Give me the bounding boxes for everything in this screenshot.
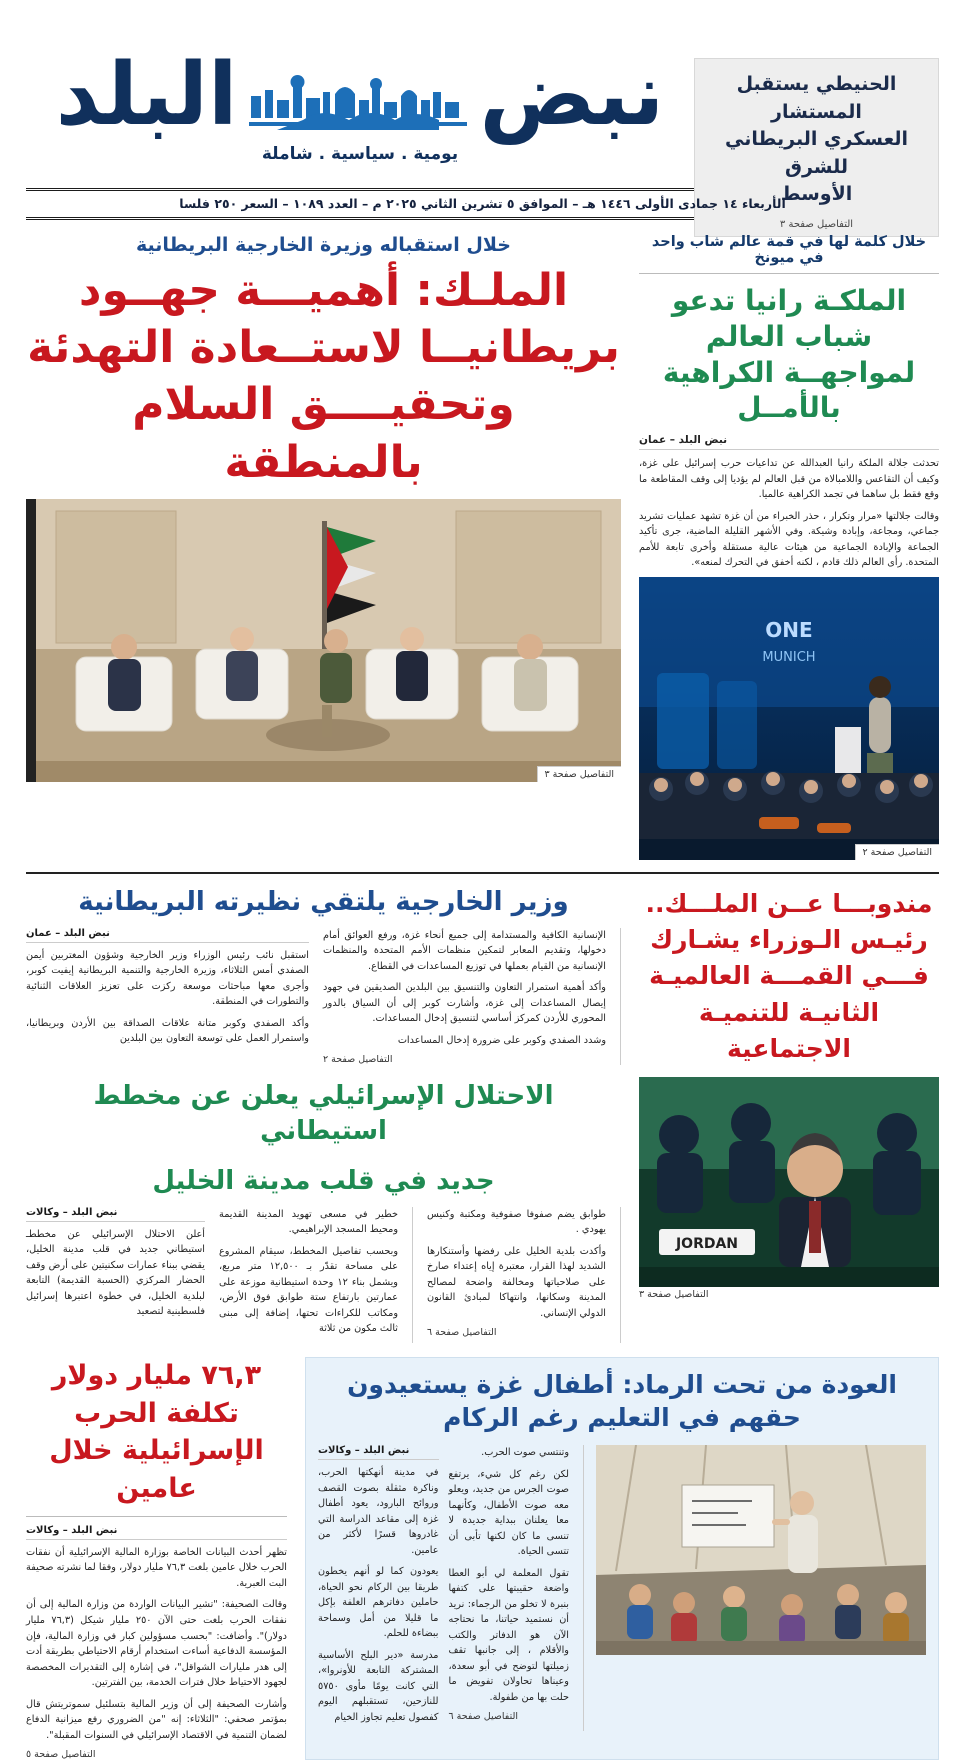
- gaza-classroom-photo: [596, 1445, 926, 1655]
- photo-caption[interactable]: التفاصيل صفحة ٢: [855, 844, 939, 860]
- king-meeting-photo: [26, 499, 621, 782]
- paragraph: وأشارت الصحيفة إلى أن وزير المالية بتسلئيل سموتريتش قال بمؤتمر صحفي: "الثلاثاء: إنه "من الضروري رفع ميزانية الدفاع لضمان التنمية في الاقتصاد الإسرائيلي في السنوات المقبلة".: [26, 1698, 287, 1741]
- paragraph: وقالت جلالتها «مرار وتكرار ، حذر الخبراء من أن غزة تشهد عمليات تشريد جماعي، ومجاعة، وإبادة وشيكة. وفي الأشهر القليلة الماضية، جرى تأكيد الجماعة والإبادة الجماعية من هيئات عالية مستقلة وأخرى تابعة للأمم المتحدة. رأى العالم ذلك قادم ، لكنه أخفق في التحرك لمنعه».: [639, 510, 939, 569]
- paragraph: في مدينة أنهكتها الحرب، وناكرة مثقلة بصوت القصف وروائح البارود، يعود أطفال غزة إلى مقاعد الدراسة التي غادروها قسرًا لأكثر من عامين.: [318, 1467, 439, 1556]
- fm-columns: [26, 928, 621, 1066]
- queen-rania-headline-line1[interactable]: الملكـة رانيا تدعو شباب العالم: [671, 284, 907, 353]
- pm-summit-story: [639, 886, 939, 1343]
- war-cost-headline-line1[interactable]: ٧٦,٣ مليار دولار: [51, 1359, 262, 1391]
- hebron-col-right: [26, 1207, 205, 1343]
- hebron-headline-line2[interactable]: جديد في قلب مدينة الخليل: [152, 1165, 495, 1196]
- middle-section: [26, 886, 939, 1343]
- logo-subtitle: يومية . سياسية . شاملة: [261, 144, 459, 164]
- pm-headline-line4[interactable]: الثانيـة للتنميـة الاجتماعية: [698, 997, 880, 1063]
- date-bar: الأربعاء ١٤ جمادى الأولى ١٤٤٦ هـ – الموافق ٥ تشرين الثاني ٢٠٢٥ م – العدد ١٠٨٩ – السعر ٢٥٠ فلسا: [26, 188, 939, 220]
- war-cost-more-link[interactable]: التفاصيل صفحة ٥: [26, 1749, 96, 1760]
- gaza-col-left: [449, 1445, 585, 1731]
- gaza-col-right: [318, 1445, 439, 1731]
- paragraph: استقبل نائب رئيس الوزراء وزير الخارجية وشؤون المغتربين أيمن الصفدي أمس الثلاثاء، وزيرة الخارجية والتنمية البريطانية إيفيت كوبر، وأجرى معها مباحثات موسعة ركزت على تعزيز العلاقات الثنائية والتطورات في المنطقة.: [26, 949, 309, 1008]
- war-cost-headline-line3[interactable]: الإسرائيلية خلال عامين: [49, 1435, 264, 1505]
- paragraph: وقالت الصحيفة: "تشير البيانات الواردة من وزارة المالية إلى أن نفقات الحرب بلغت حتى الآن ٢٥٠ مليار شيكل (٧٦,٣ مليار دولار)". وأضافت: "بحسب مسؤولين كبار في وزارة المالية، فإن المؤسسة الدفاعية أساءت استخدام أرقام الاحتياطي بطريقة أدت إلى هدر مليارات الشواقل"، في إشارة إلى التقديرات المخصصة لجهود الاحتياط خلال فترات الخدمة، بين الفترتين.: [26, 1599, 287, 1689]
- fm-more-link[interactable]: التفاصيل صفحة ٢: [323, 1054, 393, 1066]
- bottom-section: [26, 1357, 939, 1760]
- paragraph: طوابق يضم صفوفا صفوفية ومكتبة وكنيس يهودي .: [427, 1208, 606, 1236]
- rule: [26, 1516, 287, 1517]
- svg-text:MUNICH: MUNICH: [762, 649, 816, 665]
- pm-photo-caption[interactable]: التفاصيل صفحة ٣: [639, 1289, 709, 1301]
- king-story-headline-line1[interactable]: الملـك: أهميـــة جهــود: [78, 265, 569, 316]
- logo-word-albalad: البلد: [55, 45, 238, 145]
- hebron-col-left: [427, 1207, 621, 1343]
- gaza-source: نبض البلد – وكالات: [318, 1445, 439, 1460]
- war-cost-source: نبض البلد – وكالات: [26, 1525, 287, 1540]
- paragraph: تحدثت جلالة الملكة رانيا العبدالله عن تداعيات حرب إسرائيل على غزة، وكيف أن التقاعس واللامبالاة من قبل العالم لم يؤديا إلى وقف المقاطعة ما وقع فقط بل ساهما في تجمد الكراهية عالميا.: [639, 458, 939, 501]
- gaza-feature-columns: [318, 1445, 584, 1731]
- tent-classroom-illustration: [596, 1445, 926, 1655]
- gaza-feature-headline-line2[interactable]: حقهم في التعليم رغم الركام: [443, 1403, 801, 1433]
- paragraph: وبحسب تفاصيل المخطط، سيقام المشروع على مساحة تقدّر بـ ١٢,٥٠٠ متر مربع، ويشمل بناء ١٢ وحدة استيطانية موزعة على عمارتين بارتفاع ستة طوابق فوق الأرض، ومكاتب للكراءات تحتها، إضافة إلى مبنى ثالث مكون من ثلاثة: [219, 1245, 398, 1335]
- fm-col-right: [26, 928, 309, 1066]
- queen-rania-body: [639, 456, 939, 571]
- fm-source: نبض البلد – عمان: [26, 928, 309, 943]
- fm-story: [26, 886, 621, 1343]
- war-cost-headline-line2[interactable]: تكلفة الحرب: [74, 1397, 239, 1429]
- paragraph: وتنتسي صوت الحرب.: [481, 1447, 569, 1459]
- paragraph: وأكد الصفدي وكوبر متانة علاقات الصداقة بين الأردن وبريطانيا، واستمرار العمل على توسعة التعاون بين البلدين: [26, 1017, 309, 1045]
- photo-caption[interactable]: التفاصيل صفحة ٣: [537, 766, 621, 782]
- paragraph: الإنسانية الكافية والمستدامة إلى جميع أنحاء غزة، ورفع العوائق أمام دخولها، وتقديم المعابر لتمكين منظمات الأمم المتحدة والمنظمات الإنسانية من القيام بعملها في توزيع المساعدات في القطاع.: [323, 929, 606, 972]
- teaser-line-3: الأوسط: [780, 183, 853, 206]
- paragraph: وأكدت بلدية الخليل على رفضها وأستنكارها الشديد لهذا القرار، معتبرة إياه إعتداء صارخ على صلاحياتها ومخالفة واضحة لمصالح المدينة وسكانها، وانتهاكا لمبادئ القانون الدولي الإنساني.: [427, 1245, 606, 1319]
- gaza-education-feature: [305, 1357, 939, 1760]
- hebron-col-mid: [219, 1207, 413, 1343]
- paragraph: مدرسة «دير البلح الأساسية المشتركة التابعة للأونروا»، التي كانت يومًا مأوى ٥٧٥٠ للنازحين، تستقبلهم اليوم كفصول تعليم تجاوز الخيام: [318, 1649, 439, 1723]
- top-section: [26, 234, 939, 860]
- pm-summit-photo: [639, 1077, 939, 1287]
- gaza-feature-body: [318, 1445, 926, 1731]
- section-divider: [26, 872, 939, 874]
- city-skyline-icon: [243, 56, 473, 134]
- war-cost-story: [26, 1357, 287, 1760]
- queen-rania-headline-line2[interactable]: لمواجهــة الكراهية بالأمــل: [662, 355, 916, 425]
- hebron-headline-line1[interactable]: الاحتلال الإسرائيلي يعلن عن مخطط استيطاني: [93, 1081, 554, 1147]
- conference-stage-illustration: [639, 577, 939, 860]
- hebron-columns: [26, 1207, 621, 1343]
- pm-headline-line2[interactable]: رئيـس الـوزراء يشـارك: [650, 925, 928, 955]
- gaza-more-link[interactable]: التفاصيل صفحة ٦: [448, 1711, 518, 1723]
- king-story-kicker: خلال استقباله وزيرة الخارجية البريطانية: [136, 234, 511, 256]
- queen-rania-byline: نبض البلد – عمان: [639, 434, 939, 450]
- gaza-feature-headline-line1[interactable]: العودة من تحت الرماد: أطفال غزة يستعيدون: [347, 1369, 897, 1399]
- logo[interactable]: [26, 45, 694, 164]
- svg-text:ONE: ONE: [765, 617, 813, 642]
- pm-headline-line1[interactable]: مندوبـــا عــن الملـــك..: [645, 888, 933, 918]
- paragraph: تظهر أحدث البيانات الخاصة بوزارة المالية الإسرائيلية أن نفقات الحرب خلال عامين بلغت ٧٦,٣ مليار دولار، وفقا لما نشرته صحيفة البت العبرية.: [26, 1546, 288, 1589]
- pm-headline-line3[interactable]: فـــي القمـــة العالميـة: [649, 961, 929, 991]
- paragraph: لكن رغم كل شيء، يرتفع صوت الجرس من جديد، ويعلو معه صوت الأطفال، وكأنهما معا يعلنان ببداية جديدة لا تنسى ما كان لكنها تأبى أن تتسى الحياة.: [448, 1468, 569, 1558]
- queen-rania-kicker: خلال كلمة لها في قمة عالم شاب واحد في ميونخ: [639, 234, 939, 274]
- king-main-story: [26, 234, 621, 860]
- king-story-headline-line3[interactable]: وتحقيــــق السلام بالمنطقة: [132, 379, 515, 488]
- king-story-headline-line2[interactable]: بريطانيــا لاستــعادة التهدئة: [27, 322, 620, 374]
- paragraph: تقول المعلمة لي أبو العطا واضعة حقيبتها على كتفها بنبرة لا تخلو من الرجماء: نريد أن نستميد حياتنا، ما نحتاجه الآن هو الدفاتر والكتب والأقلام ، إلى جانبها تقف زميلتها لتوضح في أبو سعدة، وعيناها تحاولان تفويض ما حلت بها من طفولة.: [448, 1567, 569, 1703]
- paragraph: وأكد أهمية استمرار التعاون والتنسيق بين البلدين الصديقين في جهود إيصال المساعدات إلى غزة، وأشارت كوبر إلى أن السياق بالدور المحوري للأردن كمركز أساسي لتنسيق إدخال المساعدات.: [323, 982, 606, 1025]
- teaser-line-2: العسكري البريطاني للشرق: [725, 128, 908, 178]
- summit-delegate-illustration: [639, 1077, 939, 1287]
- royal-meeting-illustration: [36, 499, 621, 782]
- teaser-line-1: الحنيطي يستقبل المستشار: [736, 73, 897, 123]
- svg-text:JORDAN: JORDAN: [675, 1236, 739, 1253]
- paragraph: أعلن الاحتلال الإسرائيلي عن مخططـ استيطاني جديد في قلب مدينة الخليل، يقضي ببناء عمارات سكنيتين على أرض وقف الحضار المركزي (الحسبة القديمة) التابعة لبلدية الخليل، في خطوة اعتبرها إسرائيل فلسطينية لتصعيد: [26, 1228, 205, 1318]
- fm-col-left: [323, 928, 621, 1066]
- hebron-source: نبض البلد – وكالات: [26, 1207, 205, 1222]
- queen-rania-photo: [639, 577, 939, 860]
- teaser-more-link[interactable]: التفاصيل صفحة ٣: [779, 218, 854, 230]
- paragraph: خطير في مسعى تهويد المدينة القديمة ومحيط المسجد الإبراهيمي.: [219, 1208, 398, 1236]
- fm-headline[interactable]: وزير الخارجية يلتقي نظيرته البريطانية: [78, 886, 569, 917]
- hebron-more-link[interactable]: التفاصيل صفحة ٦: [427, 1327, 497, 1339]
- queen-rania-story: [639, 234, 939, 860]
- logo-word-nabd: نبض: [479, 45, 665, 145]
- paragraph: وشدد الصفدي وكوبر على ضرورة إدخال المساعدات: [397, 1034, 606, 1046]
- paragraph: يعودون كما لو أنهم يخطون طريقا بين الركام نحو الحياة، حاملين دفاترهم الغلفة بإكل ما قليلا من أمل وسماحة ببضاءة للحلم.: [318, 1566, 439, 1640]
